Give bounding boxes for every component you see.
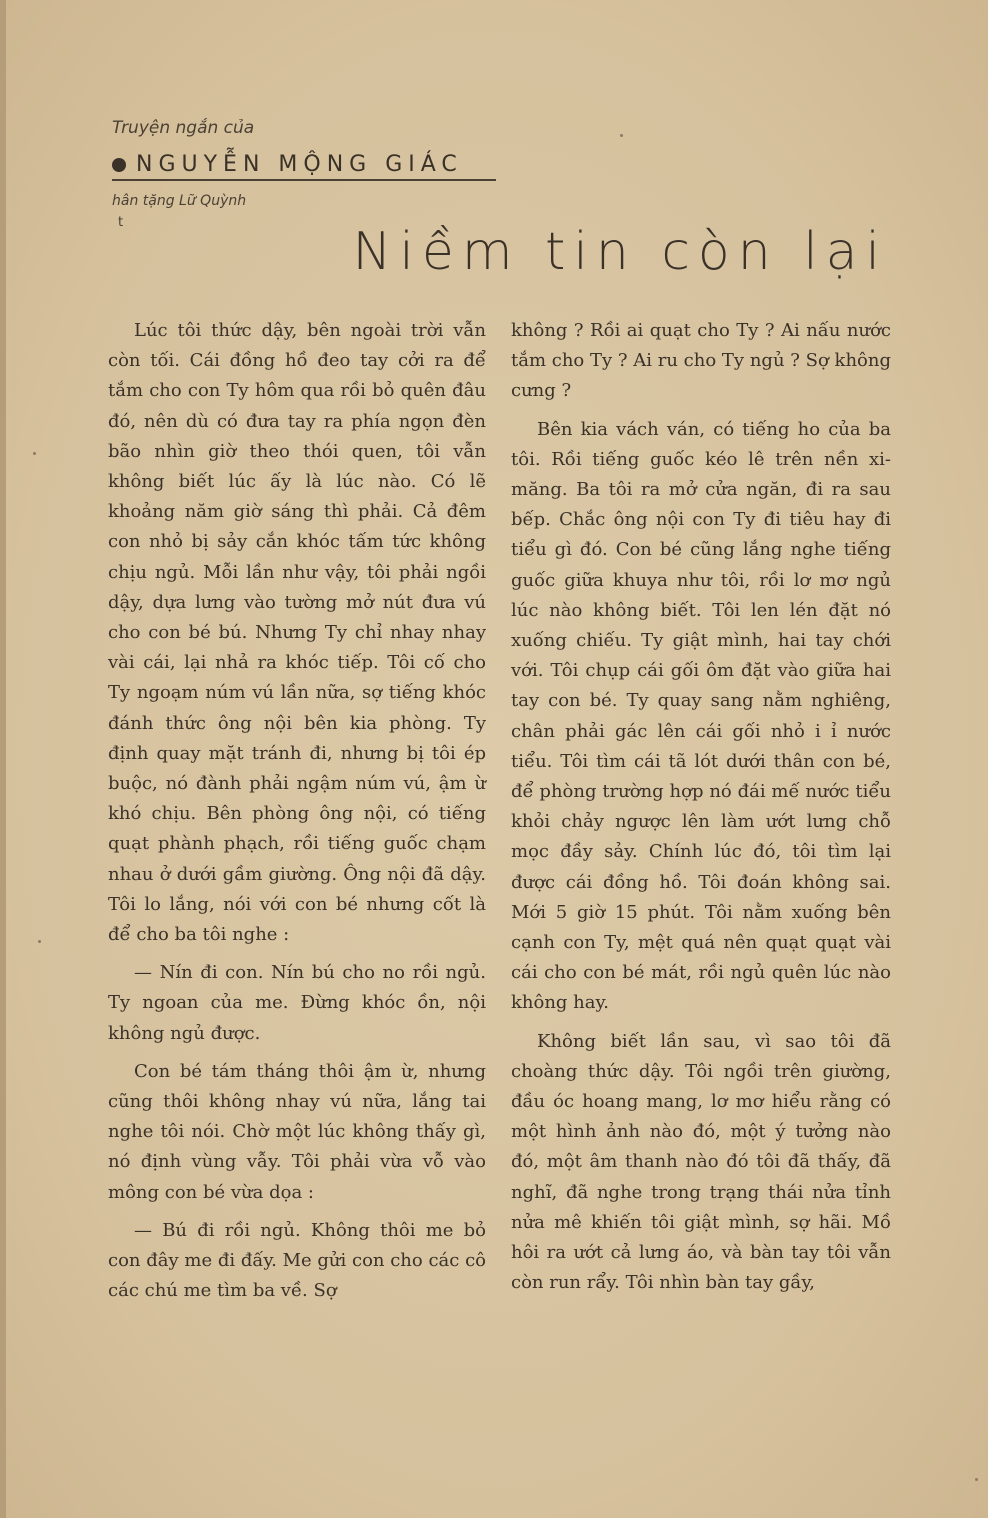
paragraph: Lúc tôi thức dậy, bên ngoài trời vẫn còn tối. Cái đồng hồ đeo tay cởi ra để tắm cho con Ty hôm qua rồi bỏ quên đâu đó, nên dù có đưa tay ra phía ngọn đèn bão nhìn giờ theo thói quen, tôi vẫn không biết lúc ấy là lúc nào. Có lẽ khoảng năm giờ sáng thì phải. Cả đêm con nhỏ bị sảy cắn khóc tấm tức không chịu ngủ. Mỗi lần như vậy, tôi phải ngồi dậy, dựa lưng vào tường mở nút đưa vú cho con bé bú. Nhưng Ty chỉ nhay nhay vài cái, lại nhả ra khóc tiếp. Tôi cố cho Ty ngoạm núm vú lần nữa, sợ tiếng khóc đánh thức ông nội bên kia phòng. Ty định quay mặt tránh đi, nhưng bị tôi ép buộc, nó đành phải ngậm núm vú, ậm ừ khó chịu. Bên phòng ông nội, có tiếng quạt phành phạch, rồi tiếng guốc chạm nhau ở dưới gầm giường. Ông nội đã dậy. Tôi lo lắng, nói với con bé nhưng cốt là để cho ba tôi nghe : <box>108 320 486 946</box>
paper-speck <box>975 1478 978 1481</box>
paragraph: — Nín đi con. Nín bú cho no rồi ngủ. Ty ngoan của me. Đừng khóc ồn, nội không ngủ được. <box>108 962 486 1044</box>
author-name: NGUYỄN MỘNG GIÁC <box>136 152 463 177</box>
paragraph: Con bé tám tháng thôi ậm ừ, nhưng cũng thôi không nhay vú nữa, lắng tai nghe tôi nói. Chờ một lúc không thấy gì, nó định vùng vẫy. Tôi phải vừa vỗ vào mông con bé vừa dọa : <box>108 1060 486 1203</box>
right-column <box>511 316 891 1299</box>
paper-edge <box>0 0 6 1518</box>
paragraph: — Bú đi rồi ngủ. Không thôi me bỏ con đây me đi đấy. Me gửi con cho các cô các chú me tìm ba về. Sợ <box>108 1219 486 1302</box>
bullet-icon <box>112 158 126 172</box>
author-row <box>112 152 496 181</box>
paragraph: không ? Rồi ai quạt cho Ty ? Ai nấu nước tắm cho Ty ? Ai ru cho Ty ngủ ? Sợ không cưng ? <box>511 320 891 402</box>
story-header <box>112 118 512 230</box>
stray-mark: t <box>118 215 124 230</box>
byline-prefix: Truyện ngắn của <box>112 118 255 138</box>
story-title: Niềm tin còn lại <box>352 222 888 282</box>
left-column <box>108 316 486 1307</box>
paper-speck <box>620 134 623 137</box>
paper-speck <box>33 452 36 455</box>
paragraph: Không biết lần sau, vì sao tôi đã choàng thức dậy. Tôi ngồi trên giường, đầu óc hoang mang, lơ mơ hiểu rằng có một hình ảnh nào đó, một ý tưởng nào đó, một âm thanh nào đó tôi đã thấy, đã nghĩ, đã nghe trong trạng thái nửa tỉnh nửa mê khiến tôi giật mình, sợ hãi. Mồ hôi ra ướt cả lưng áo, và bàn tay tôi vẫn còn run rẩy. Tôi nhìn bàn tay gầy, <box>511 1030 891 1294</box>
dedication: hân tặng Lữ Quỳnh <box>112 193 247 209</box>
paper-speck <box>38 940 41 943</box>
paragraph: Bên kia vách ván, có tiếng ho của ba tôi. Rồi tiếng guốc kéo lê trên nền xi-măng. Ba tôi ra mở cửa ngăn, đi ra sau bếp. Chắc ông nội con Ty đi tiêu hay đi tiểu gì đó. Con bé cũng lắng nghe tiếng guốc giữa khuya như tôi, rồi lơ mơ ngủ lúc nào không biết. Tôi len lén đặt nó xuống chiếu. Ty giật mình, hai tay chới với. Tôi chụp cái gối ôm đặt vào giữa hai tay con bé. Ty quay sang nằm nghiêng, chân phải gác lên cái gối nhỏ i ỉ nước tiểu. Tôi tìm cái tã lót dưới thân con bé, để phòng trường hợp nó đái mế nước tiểu khỏi chảy ngược lên làm ướt lưng chỗ mọc đầy sảy. Chính lúc đó, tôi tìm lại được cái đồng hồ. Tôi đoán không sai. Mới 5 giờ 15 phút. Tôi nằm xuống bên cạnh con Ty, mệt quá nên quạt quạt vài cái cho con bé mát, rồi ngủ quên lúc nào không hay. <box>511 418 891 1014</box>
